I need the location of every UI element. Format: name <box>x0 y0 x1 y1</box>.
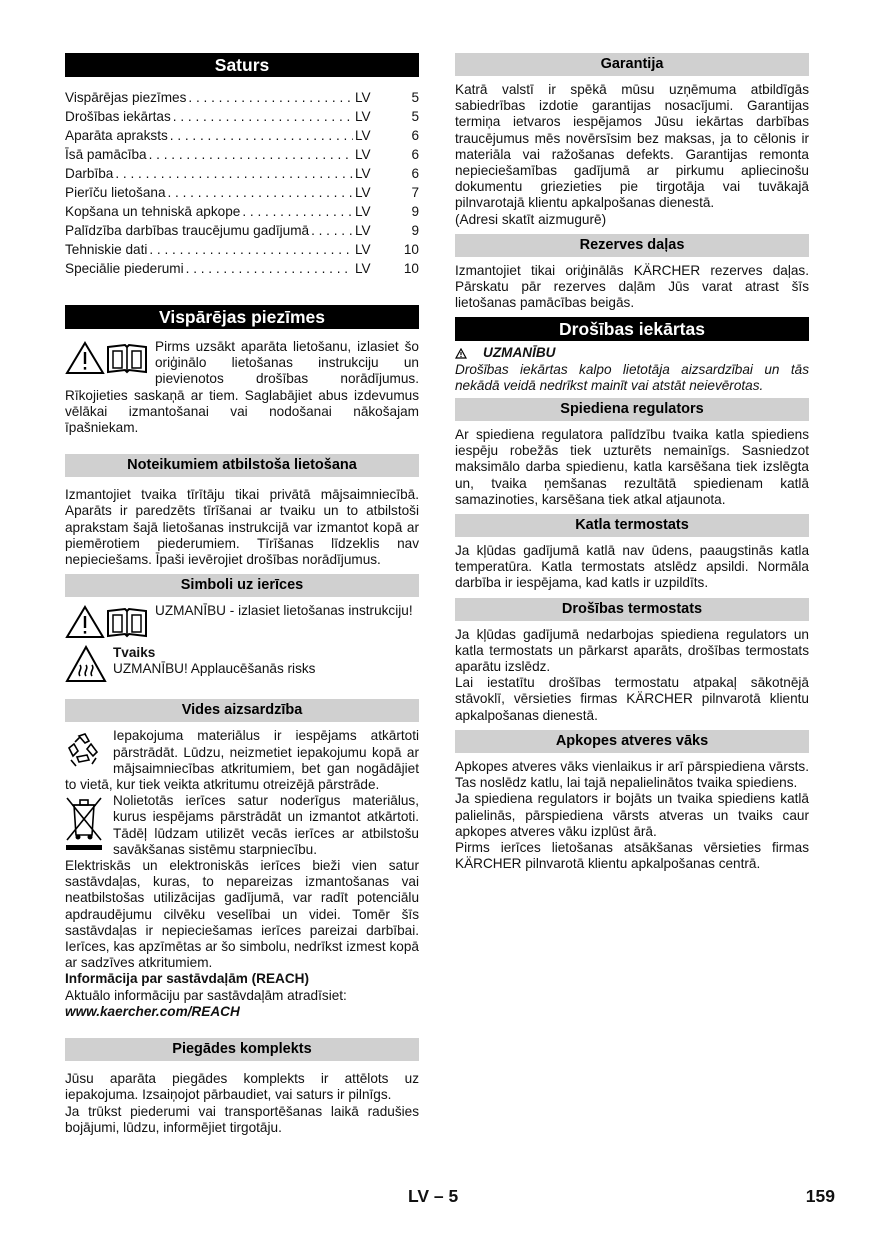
delivery-heading: Piegādes komplekts <box>65 1038 419 1061</box>
toc-entry-page: 5 <box>411 109 419 124</box>
warranty-text: Katrā valstī ir spēkā mūsu uzņēmuma atbildīgās sabiedrības izdotie garantijas nosacījumi. Garantijas termiņa ietvaros iespējamos Jūsu iekārtas darbības traucējumus mēs novērsīsim bez maksas, ja to cēlonis ir materiāla vai ražošanas defekts. Garantijas remonta nepieciešamības gadījumā ar pirkumu apliecinošu dokumentu griezieties pie tirgotāja vai tuvākajā pilnvarotajā klientu apkalpošanas dienestā. <box>455 82 809 211</box>
safety-heading: Drošības iekārtas <box>455 317 809 341</box>
symbols-steam-block <box>65 645 419 689</box>
caution-text: Drošības iekārtas kalpo lietotāja aizsardzībai un tās nekādā veidā nedrīkst mainīt vai atstāt neievērotas. <box>455 361 809 393</box>
symbols-heading: Simboli uz ierīces <box>65 574 419 597</box>
toc-entry-lang: LV <box>355 128 371 143</box>
toc-entry-lang: LV <box>355 185 371 200</box>
warranty-heading: Garantija <box>455 53 809 76</box>
caution-label: UZMANĪBU <box>483 345 556 361</box>
toc-entry-page: 10 <box>403 261 419 276</box>
weee-text: Nolietotās ierīces satur noderīgus materiālus, kurus iespējams pārstrādāt un izmantot atkārtoti. Tādēļ lūdzam utilizēt vecās ierīces ar atbilstošu savākšanas sistēmu starpniecību. <box>113 793 419 857</box>
toc-entry-page: 6 <box>411 147 419 162</box>
weee-block <box>65 793 419 858</box>
toc-entry-title: Tehniskie dati <box>65 242 148 257</box>
toc-entry-lang: LV <box>355 166 371 181</box>
warranty-note: (Adresi skatīt aizmugurē) <box>455 211 607 227</box>
pressure-regulator-heading: Spiediena regulators <box>455 398 809 421</box>
spare-parts-heading: Rezerves daļas <box>455 234 809 257</box>
recycling-block <box>65 728 419 793</box>
toc-title: Saturs <box>65 53 419 77</box>
crossed-bin-icon <box>65 795 103 851</box>
service-cap-text-3: Pirms ierīces lietošanas atsākšanas vērsieties firmas KÄRCHER pilnvarotā klientu apkalpošanas centrā. <box>455 839 809 872</box>
reach-title: Informācija par sastāvdaļām (REACH) <box>65 971 310 987</box>
toc-entry[interactable] <box>65 183 419 202</box>
recycling-text: Iepakojuma materiālus ir iespējams atkārtoti pārstrādāt. Lūdzu, neizmetiet iepakojumu kopā ar mājsaimniecības atkritumiem, bet gan nogādājiet to vietā, kur tiek veikta atkritumu otreizējā pārstrāde. <box>65 728 419 793</box>
toc-entry[interactable] <box>65 202 419 221</box>
toc-entry-page: 9 <box>411 204 419 219</box>
toc-entry[interactable] <box>65 240 419 259</box>
toc-entry-lang: LV <box>355 204 371 219</box>
toc-entry-lang: LV <box>355 242 371 257</box>
steam-warning-text: UZMANĪBU! Applaucēšanās risks <box>113 661 316 677</box>
reach-text: Aktuālo informāciju par sastāvdaļām atradīsiet: <box>65 987 347 1003</box>
reach-link[interactable]: www.kaercher.com/REACH <box>65 1003 240 1019</box>
intended-use-text: Izmantojiet tvaika tīrītāju tikai privātā mājsaimniecībā. Aparāts ir paredzēts tīrīšanai ar tvaiku un to atbilstoši aprakstam šajā lietošanas instrukcijā var izmantot kopā ar piemērotiem piederumiem. Tīrīšanas līdzeklis nav nepieciešams. Īpaši ievērojiet drošības norādījumus. <box>65 487 419 568</box>
general-notes-text: Pirms uzsākt aparāta lietošanu, izlasiet šo oriģinālo lietošanas instrukciju un pievienotos drošības norādījumus. Rīkojieties saskaņā ar tiem. Saglabājiet abus izdevumus vēlākai izmantošanai vai nodošanai nākošajam īpašniekam. <box>65 339 419 436</box>
safety-thermostat-heading: Drošības termostats <box>455 598 809 621</box>
symbols-manual-text: UZMANĪBU - izlasiet lietošanas instrukciju! <box>155 603 413 619</box>
toc-entry-lang: LV <box>355 223 371 238</box>
intended-use-heading: Noteikumiem atbilstoša lietošana <box>65 454 419 477</box>
toc-entry[interactable] <box>65 259 419 278</box>
warning-triangle-icon <box>65 341 105 375</box>
toc-entry-page: 7 <box>411 185 419 200</box>
delivery-text-1: Jūsu aparāta piegādes komplekts ir attēlots uz iepakojuma. Izsaiņojot pārbaudiet, vai saturs ir pilnīgs. <box>65 1071 419 1103</box>
toc-entry[interactable] <box>65 126 419 145</box>
toc-entry-title: Kopšana un tehniskā apkope <box>65 204 241 219</box>
toc-entry-lang: LV <box>355 147 371 162</box>
spare-parts-text: Izmantojiet tikai oriģinālās KÄRCHER rezerves daļas. Pārskatu pār rezerves daļām Jūs varat atrast šīs lietošanas pamācības beigās. <box>455 262 809 311</box>
toc-entry-lang: LV <box>355 90 371 105</box>
hot-steam-warning-icon <box>65 645 107 683</box>
table-of-contents <box>65 88 419 278</box>
toc-entry-title: Speciālie piederumi <box>65 261 184 276</box>
toc-entry-page: 9 <box>411 223 419 238</box>
service-cap-text-1: Apkopes atveres vāks vienlaikus ir arī pārspiediena vārsts. Tas noslēdz katlu, lai tajā nepalielinātos tvaika spiediens. <box>455 758 809 791</box>
warning-triangle-icon <box>65 605 105 639</box>
toc-entry-lang: LV <box>355 261 371 276</box>
toc-entry-page: 10 <box>403 242 419 257</box>
warning-manual-icons <box>65 341 149 375</box>
service-cap-heading: Apkopes atveres vāks <box>455 730 809 753</box>
manual-book-icon <box>105 341 149 375</box>
caution-icon <box>455 348 467 359</box>
symbols-manual-block <box>65 603 419 641</box>
toc-entry-title: Īsā pamācība <box>65 147 147 162</box>
service-cap-text-2: Ja spiediena regulators ir bojāts un tvaika spiediens katlā palielinās, pārspiediena vārsts atveras un tvaiks caur apkopes atveres vāku izplūst ārā. <box>455 791 809 839</box>
symbols-manual-icons <box>65 605 149 639</box>
toc-entry-title: Pierīču lietošana <box>65 185 166 200</box>
safety-thermostat-text-1: Ja kļūdas gadījumā nedarbojas spiediena regulators un katla termostats un pārkarst aparāts, drošības termostats aparātu izslēdz. <box>455 626 809 675</box>
general-notes-heading: Vispārējas piezīmes <box>65 305 419 329</box>
left-column <box>65 53 419 1136</box>
right-column <box>455 53 809 872</box>
toc-entry-lang: LV <box>355 109 371 124</box>
toc-entry[interactable] <box>65 164 419 183</box>
toc-entry-title: Drošības iekārtas <box>65 109 171 124</box>
delivery-text-2: Ja trūkst piederumi vai transportēšanas laikā radušies bojājumi, lūdzu, informējiet tirgotāju. <box>65 1103 419 1135</box>
toc-entry-page: 6 <box>411 166 419 181</box>
toc-entry-title: Aparāta apraksts <box>65 128 168 143</box>
toc-entry[interactable] <box>65 107 419 126</box>
safety-thermostat-text-2: Lai iestatītu drošības termostatu atpakaļ sākotnējā stāvoklī, vērsieties firmas KÄRCHER pilnvarotā klientu apkalpošanas dienestā. <box>455 675 809 723</box>
toc-entry-title: Vispārējas piezīmes <box>65 90 187 105</box>
toc-entry-page: 6 <box>411 128 419 143</box>
footer-section-number: LV – 5 <box>408 1186 459 1206</box>
recycling-icon <box>65 730 103 770</box>
environment-heading: Vides aizsardzība <box>65 699 419 722</box>
electrical-text: Elektriskās un elektroniskās ierīces bieži vien satur sastāvdaļas, kuras, to nepareizas izmantošanas vai neatbilstošas utilizācijas gadījumā, var radīt potenciālu apdraudējumu cilvēku veselībai un videi. Tomēr šīs sastāvdaļas ir nepieciešamas ierīces pareizai darbībai. Ierīces, kas apzīmētas ar šo simbolu, nedrīkst izmest kopā ar sadzīves atkritumiem. <box>65 858 419 971</box>
footer-page-number: 159 <box>805 1186 835 1206</box>
toc-entry[interactable] <box>65 221 419 240</box>
steam-label: Tvaiks <box>113 645 156 661</box>
toc-entry-page: 5 <box>411 90 419 105</box>
boiler-thermostat-heading: Katla termostats <box>455 514 809 537</box>
pressure-regulator-text: Ar spiediena regulatora palīdzību tvaika katla spiediens iespēju robežās tiek uzturēts nemainīgs. Sasniedzot maksimālo darba spiedienu, katla karsēšana tiek izslēgta un, tvaika ņemšanas rezultātā spiedienam katlā samazinoties, karsēšana tiek atkal atjaunota. <box>455 427 809 507</box>
toc-entry-title: Darbība <box>65 166 114 181</box>
general-notes-block <box>65 339 419 436</box>
toc-entry[interactable] <box>65 88 419 107</box>
toc-entry-title: Palīdzība darbības traucējumu gadījumā <box>65 223 310 238</box>
manual-book-icon <box>105 605 149 639</box>
boiler-thermostat-text: Ja kļūdas gadījumā katlā nav ūdens, paaugstinās katla temperatūra. Katla termostats atslēdz apsildi. Normāla darbība ir iespējama, kad katls ir uzpildīts. <box>455 543 809 591</box>
toc-entry[interactable] <box>65 145 419 164</box>
